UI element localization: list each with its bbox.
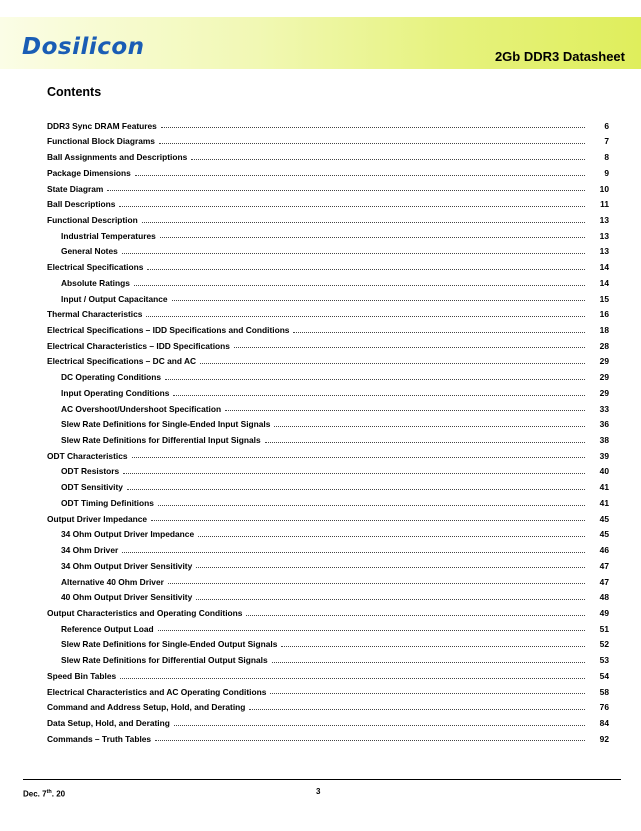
toc-dot-leader — [200, 363, 585, 364]
toc-dot-leader — [135, 175, 585, 176]
toc-entry-title: Input / Output Capacitance — [61, 293, 168, 304]
toc-entry-page: 39 — [599, 450, 609, 461]
toc-entry[interactable] — [47, 527, 609, 543]
toc-dot-leader — [293, 332, 585, 333]
toc-entry[interactable] — [47, 652, 609, 668]
toc-entry[interactable] — [47, 228, 609, 244]
toc-entry-page: 11 — [600, 199, 609, 210]
toc-entry[interactable] — [47, 605, 609, 621]
toc-entry-page: 49 — [599, 607, 609, 618]
footer-date-sup: th — [46, 789, 52, 795]
toc-entry-page: 18 — [599, 325, 609, 335]
toc-entry[interactable] — [47, 322, 609, 338]
toc-entry-title: ODT Timing Definitions — [61, 497, 154, 508]
contents-heading: Contents — [47, 85, 102, 99]
toc-entry-title: 40 Ohm Output Driver Sensitivity — [61, 592, 193, 603]
toc-entry[interactable] — [47, 684, 609, 700]
toc-entry[interactable] — [47, 354, 609, 370]
toc-entry-title: Speed Bin Tables — [47, 670, 117, 681]
toc-entry-title: 34 Ohm Output Driver Impedance — [61, 529, 195, 540]
toc-entry[interactable] — [47, 197, 609, 213]
toc-entry-title: Electrical Specifications – DC and AC — [47, 356, 197, 367]
toc-entry-page: 29 — [599, 372, 609, 383]
toc-dot-leader — [151, 520, 585, 521]
toc-entry-page: 76 — [599, 702, 609, 713]
toc-entry[interactable] — [47, 495, 609, 511]
toc-entry-page: 6 — [604, 120, 609, 131]
toc-entry-title: DDR3 Sync DRAM Features — [47, 120, 157, 131]
toc-entry-title: Electrical Characteristics – IDD Specifications — [47, 340, 230, 351]
toc-entry[interactable] — [47, 637, 609, 653]
toc-entry[interactable] — [47, 212, 609, 228]
toc-entry-page: 48 — [599, 592, 609, 603]
toc-dot-leader — [158, 630, 585, 631]
toc-entry[interactable] — [47, 244, 609, 260]
toc-dot-leader — [249, 709, 585, 710]
toc-entry-page: 38 — [599, 435, 609, 446]
toc-entry[interactable] — [47, 417, 609, 433]
toc-dot-leader — [146, 316, 585, 317]
toc-entry-title: Functional Block Diagrams — [47, 136, 155, 147]
toc-entry-page: 14 — [599, 262, 609, 273]
toc-dot-leader — [161, 127, 585, 128]
toc-entry-page: 33 — [599, 403, 609, 414]
toc-entry[interactable] — [47, 291, 609, 307]
toc-entry-page: 41 — [599, 497, 609, 508]
toc-entry-title: AC Overshoot/Undershoot Specification — [61, 403, 222, 414]
toc-entry[interactable] — [47, 118, 609, 134]
toc-entry-title: Industrial Temperatures — [61, 230, 156, 241]
toc-dot-leader — [174, 725, 585, 726]
toc-entry-title: Output Characteristics and Operating Conditions — [47, 607, 243, 618]
toc-entry-title: Slew Rate Definitions for Single-Ended Input Signals — [61, 419, 271, 430]
toc-entry[interactable] — [47, 432, 609, 448]
toc-entry-title: Slew Rate Definitions for Differential Output Signals — [61, 655, 268, 666]
toc-entry-page: 9 — [604, 167, 609, 178]
toc-entry[interactable] — [47, 149, 609, 165]
toc-entry-title: Thermal Characteristics — [47, 309, 143, 320]
toc-dot-leader — [122, 253, 585, 254]
footer-date-suffix: . 20 — [51, 789, 66, 799]
toc-dot-leader — [265, 442, 585, 443]
toc-entry-title: Reference Output Load — [61, 623, 154, 634]
toc-entry[interactable] — [47, 181, 609, 197]
toc-entry-page: 13 — [599, 246, 609, 257]
toc-entry[interactable] — [47, 558, 609, 574]
toc-dot-leader — [270, 693, 585, 694]
toc-entry-page: 51 — [599, 623, 609, 634]
toc-entry-page: 29 — [599, 356, 609, 367]
toc-entry-page: 58 — [599, 686, 609, 697]
toc-entry-page: 40 — [599, 466, 609, 477]
toc-entry[interactable] — [47, 574, 609, 590]
footer-divider — [23, 779, 621, 780]
toc-dot-leader — [122, 552, 585, 553]
toc-dot-leader — [158, 505, 585, 506]
toc-entry[interactable] — [47, 511, 609, 527]
toc-entry[interactable] — [47, 715, 609, 731]
toc-dot-leader — [132, 457, 585, 458]
toc-entry-title: Data Setup, Hold, and Derating — [47, 717, 170, 728]
footer-date-prefix: Dec. 7 — [23, 789, 47, 799]
toc-dot-leader — [119, 206, 585, 207]
toc-entry[interactable] — [47, 370, 609, 386]
toc-dot-leader — [134, 285, 585, 286]
toc-entry-page: 47 — [599, 560, 609, 571]
toc-entry-page: 84 — [599, 717, 609, 728]
toc-entry-title: Command and Address Setup, Hold, and Derating — [47, 702, 246, 713]
toc-entry-title: 34 Ohm Driver — [61, 545, 119, 556]
toc-dot-leader — [173, 395, 585, 396]
toc-entry[interactable] — [47, 259, 609, 275]
toc-entry-title: Ball Assignments and Descriptions — [47, 152, 188, 163]
toc-entry-title: Electrical Characteristics and AC Operating Conditions — [47, 686, 267, 697]
toc-entry[interactable] — [47, 668, 609, 684]
toc-entry-title: Slew Rate Definitions for Differential Input Signals — [61, 435, 261, 446]
toc-entry-page: 13 — [599, 214, 609, 225]
toc-entry-page: 36 — [599, 419, 609, 430]
toc-entry-page: 29 — [599, 387, 609, 398]
toc-dot-leader — [198, 536, 585, 537]
toc-entry[interactable] — [47, 338, 609, 354]
toc-entry-title: Electrical Specifications — [47, 262, 144, 273]
toc-entry-page: 54 — [599, 670, 609, 681]
toc-dot-leader — [165, 379, 585, 380]
toc-entry[interactable] — [47, 590, 609, 606]
toc-entry[interactable] — [47, 134, 609, 150]
toc-entry[interactable] — [47, 165, 609, 181]
toc-entry-title: Commands – Truth Tables — [47, 733, 152, 744]
table-of-contents — [47, 118, 609, 747]
footer-date — [23, 789, 65, 799]
toc-entry[interactable] — [47, 275, 609, 291]
toc-entry[interactable] — [47, 401, 609, 417]
toc-dot-leader — [272, 662, 585, 663]
toc-entry-page: 14 — [599, 277, 609, 288]
toc-entry-title: Alternative 40 Ohm Driver — [61, 576, 164, 587]
toc-entry[interactable] — [47, 448, 609, 464]
toc-entry-title: Slew Rate Definitions for Single-Ended Output Signals — [61, 639, 278, 650]
toc-dot-leader — [160, 237, 585, 238]
toc-entry-title: DC Operating Conditions — [61, 372, 162, 383]
toc-entry-page: 15 — [599, 293, 609, 304]
document-title: 2Gb DDR3 Datasheet — [494, 49, 625, 64]
toc-entry[interactable] — [47, 480, 609, 496]
toc-entry[interactable] — [47, 731, 609, 747]
toc-entry-page: 41 — [599, 482, 609, 493]
toc-entry-title: Input Operating Conditions — [61, 387, 170, 398]
toc-dot-leader — [225, 410, 585, 411]
toc-dot-leader — [127, 489, 585, 490]
toc-entry-page: 8 — [604, 152, 609, 163]
toc-entry-page: 13 — [599, 230, 609, 241]
toc-entry-title: ODT Characteristics — [47, 450, 128, 461]
toc-dot-leader — [196, 567, 585, 568]
toc-entry-title: Ball Descriptions — [47, 199, 116, 210]
company-logo: Dosilicon — [22, 34, 145, 60]
toc-entry[interactable] — [47, 700, 609, 716]
toc-entry-page: 45 — [599, 529, 609, 540]
toc-dot-leader — [191, 159, 585, 160]
toc-dot-leader — [159, 143, 585, 144]
toc-entry[interactable] — [47, 385, 609, 401]
toc-dot-leader — [155, 740, 585, 741]
toc-dot-leader — [234, 347, 585, 348]
toc-dot-leader — [107, 190, 585, 191]
toc-entry-page: 28 — [599, 340, 609, 351]
toc-entry-title: ODT Resistors — [61, 466, 120, 477]
toc-entry-page: 52 — [599, 639, 609, 650]
toc-entry-title: Package Dimensions — [47, 167, 131, 178]
toc-entry-title: Functional Description — [47, 214, 138, 225]
toc-dot-leader — [274, 426, 585, 427]
toc-entry-page: 47 — [599, 576, 609, 587]
toc-dot-leader — [123, 473, 585, 474]
toc-entry-page: 16 — [599, 309, 609, 320]
toc-entry[interactable] — [47, 464, 609, 480]
page-number: 3 — [316, 787, 321, 796]
toc-entry-page: 10 — [599, 183, 609, 194]
toc-dot-leader — [168, 583, 585, 584]
toc-entry[interactable] — [47, 307, 609, 323]
toc-entry-title: General Notes — [61, 246, 118, 257]
toc-dot-leader — [142, 222, 585, 223]
toc-entry-page: 53 — [599, 655, 609, 666]
page-header — [0, 17, 641, 69]
toc-entry-page: 46 — [599, 545, 609, 556]
toc-entry-title: 34 Ohm Output Driver Sensitivity — [61, 560, 193, 571]
toc-dot-leader — [120, 678, 585, 679]
toc-entry-page: 92 — [599, 733, 609, 744]
toc-dot-leader — [281, 646, 585, 647]
toc-entry[interactable] — [47, 542, 609, 558]
toc-entry-page: 7 — [604, 136, 609, 147]
toc-entry[interactable] — [47, 621, 609, 637]
toc-entry-title: State Diagram — [47, 183, 104, 194]
toc-entry-title: Output Driver Impedance — [47, 513, 148, 524]
toc-dot-leader — [172, 300, 585, 301]
toc-entry-title: Absolute Ratings — [61, 277, 130, 288]
toc-dot-leader — [246, 615, 585, 616]
toc-dot-leader — [196, 599, 585, 600]
toc-entry-title: ODT Sensitivity — [61, 482, 123, 493]
toc-dot-leader — [147, 269, 585, 270]
toc-entry-page: 45 — [599, 513, 609, 524]
toc-entry-title: Electrical Specifications – IDD Specifications and Conditions — [47, 325, 290, 335]
